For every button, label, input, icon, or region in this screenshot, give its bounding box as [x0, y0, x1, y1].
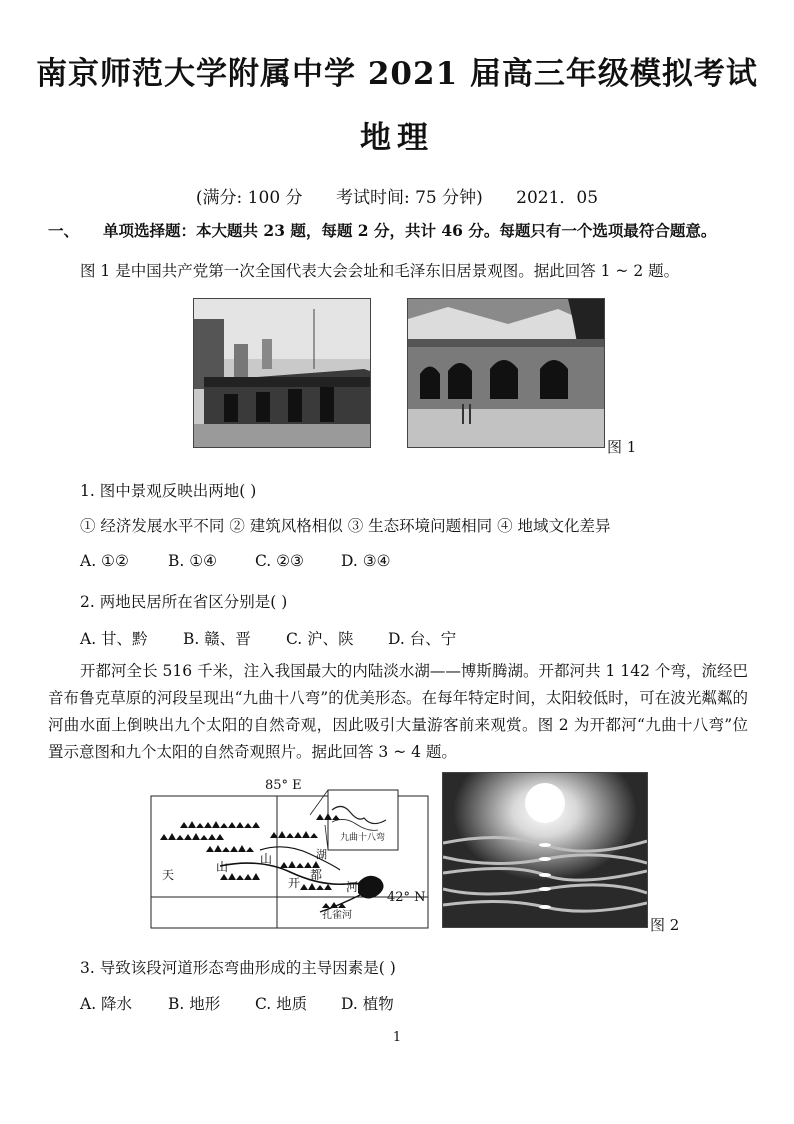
section-text: 单项选择题：本大题共 23 题，每题 2 分，共计 46 分。每题只有一个选项最符合题意。 — [103, 221, 717, 240]
river-char-2: 都 — [310, 868, 323, 882]
tianshan-char-2: 山 — [216, 860, 229, 874]
exam-info — [0, 183, 794, 208]
q1-options — [80, 552, 500, 570]
q3-option-a: A. 降水 — [80, 995, 133, 1013]
date-info: 2021．05 — [516, 188, 599, 208]
q2-option-a: A. 甘、黔 — [80, 630, 148, 648]
figure2-label: 图 2 — [650, 916, 680, 934]
score-info: (满分: 100 分 — [195, 188, 303, 208]
q2-stem: 2. 两地民居所在省区分别是( ) — [80, 593, 288, 611]
q1-option-d: D. ③④ — [341, 552, 391, 570]
q1-option-b: B. ①④ — [168, 552, 218, 570]
river-char-3: 河 — [346, 880, 359, 894]
exam-title: 南京师范大学附属中学 2021 届高三年级模拟考试 — [36, 56, 758, 92]
bosten-lake-label: 湖 — [316, 848, 327, 861]
q1-stem: 1. 图中景观反映出两地( ) — [80, 482, 257, 500]
q2-option-c: C. 沪、陕 — [286, 630, 354, 648]
q3-option-d: D. 植物 — [341, 995, 394, 1013]
q3-option-c: C. 地质 — [255, 995, 308, 1013]
q1-option-c: C. ②③ — [255, 552, 304, 570]
intro-paragraph-2: 开都河全长 516 千米，注入我国最大的内陆淡水湖——博斯腾湖。开都河共 1 142 个弯，流经巴音布鲁克草原的河段呈现出“九曲十八弯”的优美形态。在每年特定时间，太阳较低时，可在波光粼粼的河曲水面上倒映出九个太阳的自然奇观，因此吸引大量游客前来观赏。图 2 为开都河“九曲十八弯”位置示意图和九个太阳的自然奇观照片。据此回答 3 ~ 4 题。 — [48, 662, 748, 761]
kaidu-river-map — [150, 780, 440, 930]
figure1-label: 图 1 — [607, 438, 637, 456]
section-heading — [48, 219, 716, 241]
page-number: 1 — [392, 1030, 402, 1045]
mountain-mark: 山 — [260, 852, 273, 866]
q1-option-a: A. ①② — [80, 552, 129, 570]
q2-options — [80, 627, 500, 649]
q2-option-d: D. 台、宁 — [388, 630, 457, 648]
river-char-1: 开 — [288, 876, 301, 890]
photo-nine-suns — [442, 772, 648, 928]
tianshan-char-1: 天 — [162, 868, 175, 882]
intro-paragraph-1: 图 1 是中国共产党第一次全国代表大会会址和毛泽东旧居景观图。据此回答 1 ~ 2 题。 — [80, 262, 680, 280]
photo-congress-site — [193, 298, 371, 448]
q3-option-b: B. 地形 — [168, 995, 221, 1013]
longitude-label: 85° E — [265, 778, 302, 793]
q3-stem: 3. 导致该段河道形态弯曲形成的主导因素是( ) — [80, 959, 396, 977]
latitude-label: 42° N — [387, 890, 426, 905]
q3-options — [80, 992, 500, 1014]
q1-items: ① 经济发展水平不同 ② 建筑风格相似 ③ 生态环境问题相同 ④ 地域文化差异 — [80, 517, 611, 535]
section-number: 一、 — [48, 221, 80, 240]
inset-label: 九曲十八弯 — [340, 833, 386, 843]
time-info: 考试时间: 75 分钟) — [335, 188, 483, 208]
kongque-river-label: 孔雀河 — [322, 910, 352, 921]
photo-mao-residence — [407, 298, 605, 448]
subject-title: 地理 — [360, 120, 434, 156]
q2-option-b: B. 赣、晋 — [183, 630, 251, 648]
